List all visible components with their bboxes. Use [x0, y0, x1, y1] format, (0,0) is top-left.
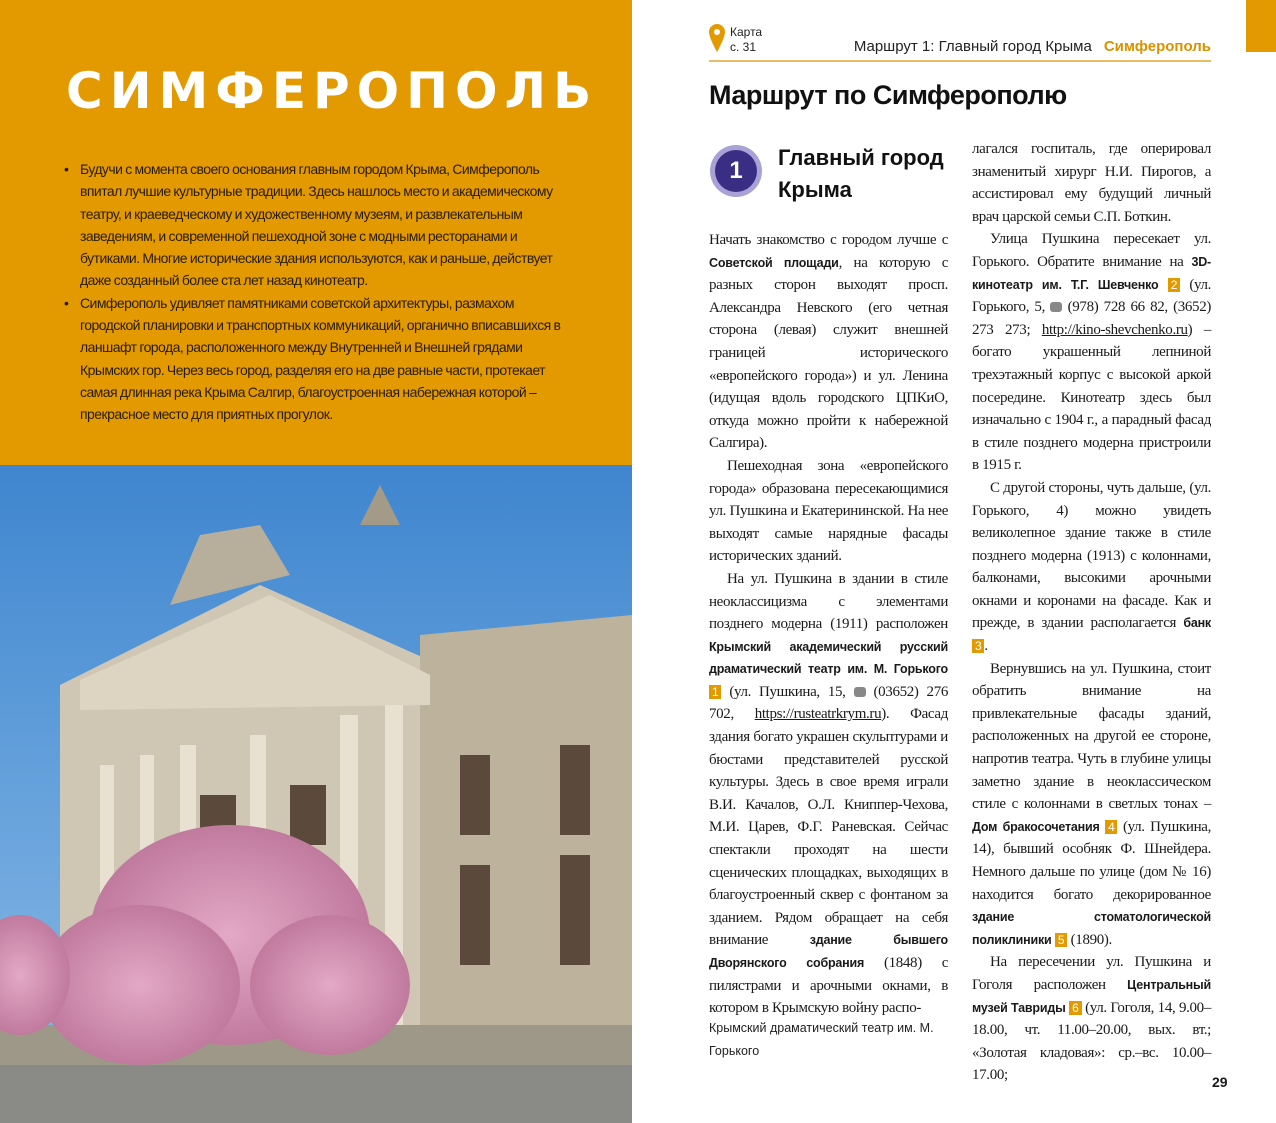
map-pin-icon: [709, 24, 725, 52]
highlighted-place: здание бывшего Дворянского собрания: [709, 933, 948, 970]
text-column-2: [972, 138, 1211, 1087]
section-name: Симферополь: [1103, 38, 1211, 55]
city-title: СИМФЕРОПОЛЬ: [66, 62, 599, 120]
map-marker-badge: 5: [1055, 933, 1067, 947]
page-heading: Маршрут по Симферополю: [709, 80, 1067, 110]
map-reference[interactable]: [730, 25, 762, 55]
highlighted-place: Крымский академический русский драматический театр им. М. Горького: [709, 639, 948, 677]
chapter-tab: [1246, 0, 1276, 52]
paragraph: Вернувшись на ул. Пушкина, стоит обратить внимание на привлекательные фасады зданий, расположенных на другой ее стороне, напротив театра. Чуть в глубине улицы заметно здание в неоклассическом стиле с колоннами в светлых тонах – Дом бракосочетания 4 (ул. Пушкина, 14), бывший особняк Ф. Шнейдера. Немного дальше по улице (дом № 16) находится богато декорированное здание стоматологической поликлиники 5 (1890).: [972, 660, 1211, 948]
route-title: Маршрут 1: Главный город Крыма: [853, 38, 1092, 55]
map-label: Карта: [730, 25, 763, 39]
highlighted-place: здание стоматологической поликлиники: [972, 910, 1211, 947]
left-page: [0, 0, 632, 1123]
route-number-badge: [710, 145, 762, 197]
highlighted-place: Дом бракосочетания: [972, 819, 1100, 834]
phone-icon: [854, 687, 866, 697]
map-marker-badge: 4: [1105, 820, 1117, 834]
theatre-photo: [0, 465, 632, 1123]
paragraph: Начать знакомство с городом лучше с Советской площади, на которую с разных сторон выходят просп. Александра Невского (его четная сторона (левая) служит внешней границей исторического «европейского города») и ул. Ленина (идущая вдоль городского ЦПКиО, откуда можно пройти к набережной Салгира).: [709, 232, 948, 452]
highlighted-place: Центральный музей Тавриды: [972, 977, 1211, 1015]
highlighted-place: Советской площади: [709, 255, 839, 270]
route-subtitle: Главный город Крыма: [778, 145, 944, 202]
paragraph: лагался госпиталь, где оперировал знаменитый хирург Н.И. Пирогов, а ассистировал ему будущий личный врач царской семьи С.П. Боткин.: [972, 141, 1211, 225]
intro-bullets: [62, 158, 572, 426]
intro-panel: [0, 0, 632, 465]
running-title: [854, 38, 1211, 55]
map-marker-badge: 2: [1168, 278, 1180, 292]
paragraph: На ул. Пушкина в здании в стиле неоклассицизма с элементами позднего модерна (1911) расположен Крымский академический русский драматический театр им. М. Горького 1 (ул. Пушкина, 15, (03652) 276 702, https://rusteatrkrym.ru). Фасад здания богато украшен скульптурами и бюстами представителей русской культуры. Здесь в свое время играли В.И. Качалов, О.Л. Книппер-Чехова, М.И. Царев, Ф.Г. Раневская. Сейчас спектакли проходят на шести сценических площадках, выходящих в благоустроенный сквер с фонтаном за зданием. Рядом обращает на себя внимание здание бывшего Дворянского собрания (1848) с пилястрами и арочными окнами, в котором в Крымскую войну распо-: [709, 570, 948, 1017]
text-column-1: [709, 229, 948, 1020]
map-marker-badge: 3: [972, 639, 984, 653]
highlighted-place: банк: [1183, 616, 1211, 631]
intro-bullet: • Будучи с момента своего основания главным городом Крыма, Симферополь впитал лучшие культурные традиции. Здесь нашлось место и академическому театру, и краеведческому и художественному музеям, и развлекательным заведениям, и современной пешеходной зоне с модными ресторанами и бутиками. Многие исторические здания используются, как и раньше, действует даже созданный более ста лет назад кинотеатр.: [62, 158, 572, 292]
map-marker-badge: 1: [709, 685, 721, 699]
website-link[interactable]: http://kino-shevchenko.ru: [1041, 321, 1188, 338]
page-number: 29: [1212, 1074, 1228, 1090]
route-number: 1: [715, 150, 757, 192]
intro-bullet: • Симферополь удивляет памятниками советской архитектуры, размахом городской планировки и транспортных коммуникаций, органично вписавшихся в ланшафт города, расположенного между Внутренней и Внешней грядами Крымских гор. Через весь город, разделяя его на две равные части, протекает самая длинная река Крыма Салгир, благоустроенная набережная которой – прекрасное место для приятных прогулок.: [62, 292, 572, 426]
map-marker-badge: 6: [1069, 1001, 1081, 1015]
highlighted-place: 3D-кинотеатр им. Т.Г. Шевченко: [972, 254, 1211, 292]
running-header: [709, 24, 1211, 62]
photo-caption: Крымский драматический театр им. М. Горького: [709, 1021, 934, 1058]
phone-icon: [1050, 302, 1062, 312]
paragraph: Пешеходная зона «европейского города» образована пересекающимися ул. Пушкина и Екатерининской. На нее выходят самые нарядные фасады исторических зданий.: [709, 457, 948, 565]
paragraph: Улица Пушкина пересекает ул. Горького. Обратите внимание на 3D-кинотеатр им. Т.Г. Шевченко 2 (ул. Горького, 5, (978) 728 66 82, (3652) 273 273; http://kino-shevchenko.ru) – богато украшенный лепниной трехэтажный корпус с высокой аркой посередине. Кинотеатр здесь был изначально с 1904 г., а парадный фасад в стиле позднего модерна пристроили в 1915 г.: [972, 231, 1211, 474]
website-link[interactable]: https://rusteatrkrym.ru: [754, 706, 882, 723]
paragraph: С другой стороны, чуть дальше, (ул. Горького, 4) можно увидеть великолепное здание также в стиле позднего модерна (1913) с колоннами, балконами, высокими арочными окнами и коронами на фасаде. Как и прежде, в здании располагается банк 3 .: [972, 479, 1211, 655]
paragraph: На пересечении ул. Пушкина и Гоголя расположен Центральный музей Тавриды 6 (ул. Гоголя, 14, 9.00–18.00, чт. 11.00–20.00, вых. вт.; «Золотая кладовая»: ср.–вс. 10.00–17.00;: [972, 954, 1211, 1084]
map-page: с. 31: [730, 40, 757, 54]
